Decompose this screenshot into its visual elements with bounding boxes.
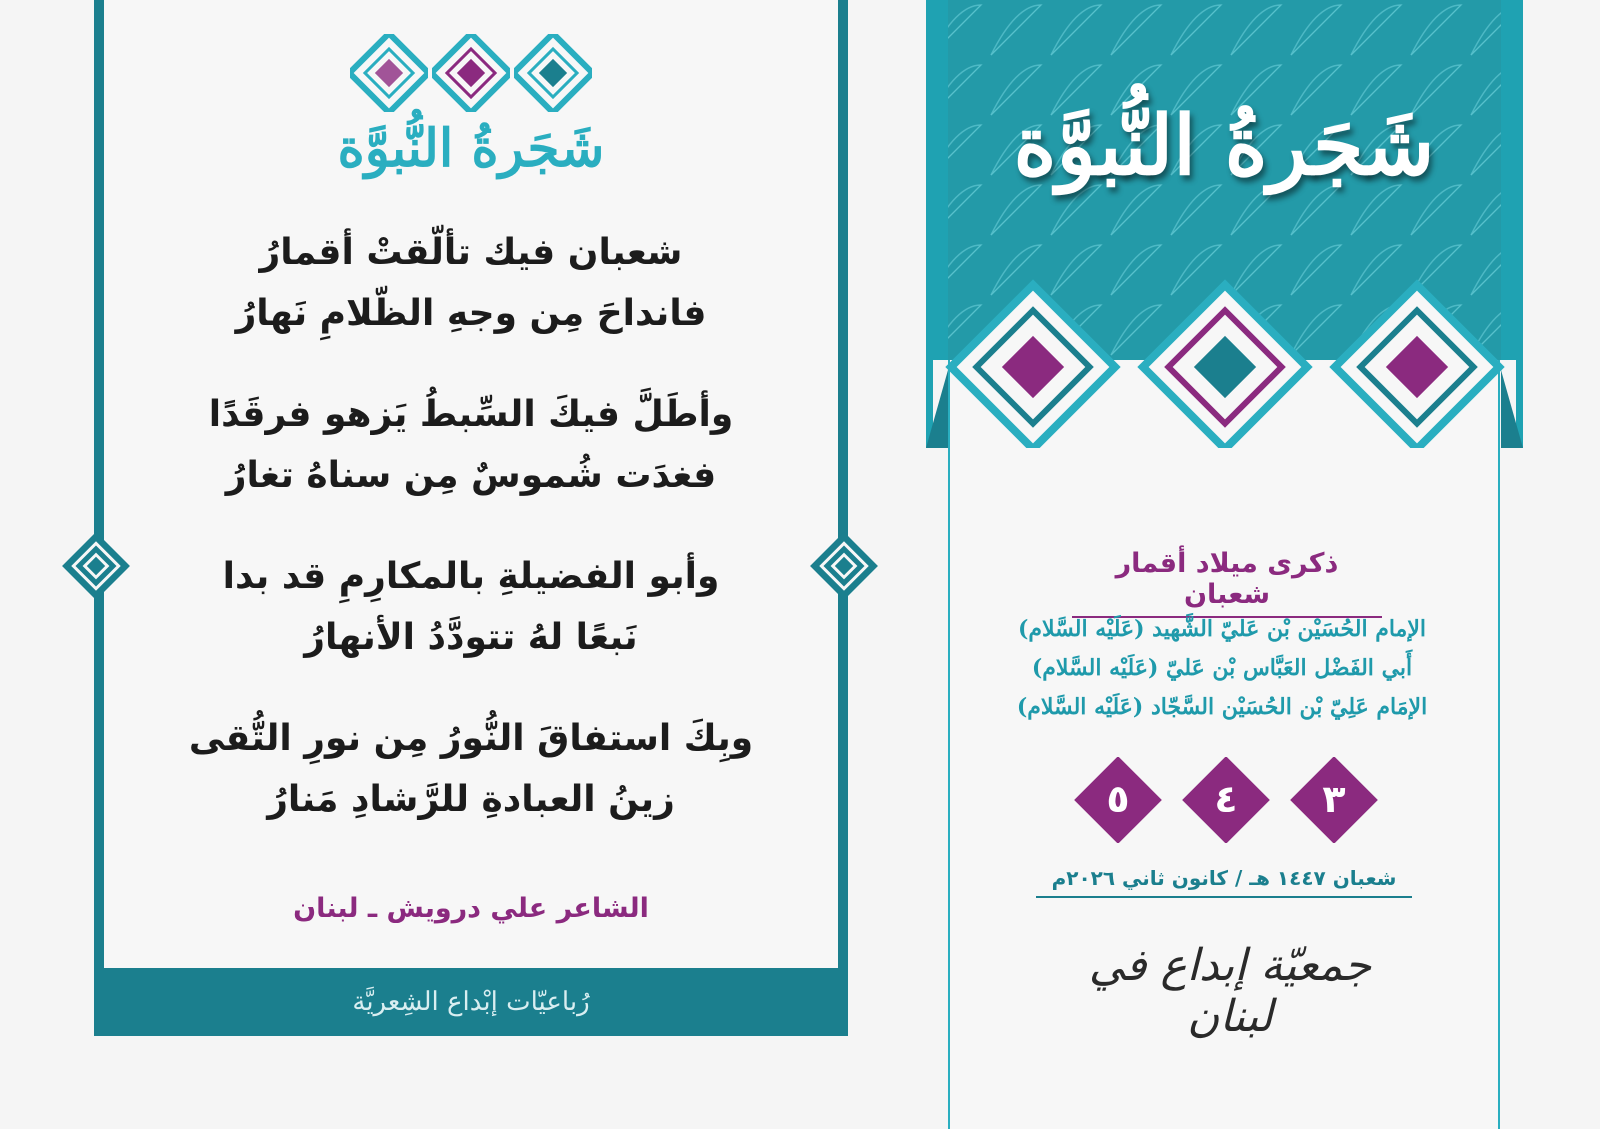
kufic-ornament-icon (350, 34, 428, 112)
poem-stanza (114, 708, 828, 830)
occasion-heading: ذكرى ميلاد أقمار شعبان (1072, 548, 1382, 618)
day-number: ٤ (1214, 777, 1238, 821)
kufic-ornament-icon (432, 34, 510, 112)
day-numbers (1070, 757, 1410, 843)
poem-stanza (114, 384, 828, 506)
poem-card (94, 0, 848, 1036)
poem-line: زينُ العبادةِ للرَّشادِ مَنارُ (267, 779, 675, 820)
poem-card-body (104, 0, 838, 968)
day-number: ٣ (1322, 777, 1346, 821)
poem-line: وأبو الفضيلةِ بالمكارِمِ قد بدا (222, 556, 720, 597)
date-line: شعبان ١٤٤٧ هـ / كانون ثاني ٢٠٢٦م (1036, 866, 1412, 898)
imam-name: أَبي الفَضْل العَبَّاس بْن عَليّ (عَلَيْه السَّلام) (1031, 655, 1413, 681)
day-badge (1074, 757, 1162, 843)
poem-line: فغدَت شُموسٌ مِن سناهُ تغارُ (225, 455, 717, 496)
leaf-pattern-banner (926, 0, 1523, 448)
poet-credit: الشاعر علي درويش ـ لبنان (293, 893, 649, 924)
poem-line: فانداحَ مِن وجهِ الظّلامِ نَهارُ (235, 293, 707, 334)
poem-stanza (114, 222, 828, 344)
poem-line: وأطَلَّ فيكَ السِّبطُ يَزهو فرقَدًا (208, 394, 734, 435)
day-badge (1182, 757, 1270, 843)
society-signature: جمعيّة إبداع في لبنان (1088, 940, 1372, 1042)
poem-line: شعبان فيك تألّقتْ أقمارُ (259, 232, 683, 273)
poem-stanza (114, 546, 828, 668)
imam-name: الإمام الحُسَيْن بْن عَليّ الشَّهيد (عَلَيْه السَّلام) (1018, 616, 1426, 642)
day-badge (1290, 757, 1378, 843)
poem (114, 222, 828, 870)
imam-name: الإمَام عَلِيّ بْن الحُسَيْن السَّجّاد (عَلَيْه السَّلام) (1016, 694, 1428, 720)
poem-line: وبِكَ استفاقَ النُّورُ مِن نورِ التُّقى (188, 718, 754, 759)
poem-card-title: شَجَرةُ النُّبوَّة (337, 118, 605, 179)
top-ornaments (104, 34, 838, 116)
poem-line: نَبعًا لهُ تتودَّدُ الأنهارُ (304, 617, 638, 658)
side-diamond-icon (808, 530, 880, 602)
poem-card-footer: رُباعيّات إبْداع الشِعريَّة (352, 987, 590, 1017)
imam-list (968, 610, 1476, 727)
day-number: ٥ (1106, 777, 1130, 821)
kufic-ornament-icon (514, 34, 592, 112)
side-diamond-icon (60, 530, 132, 602)
invitation-title: شَجَرةُ النُّبوَّة (1013, 98, 1435, 194)
